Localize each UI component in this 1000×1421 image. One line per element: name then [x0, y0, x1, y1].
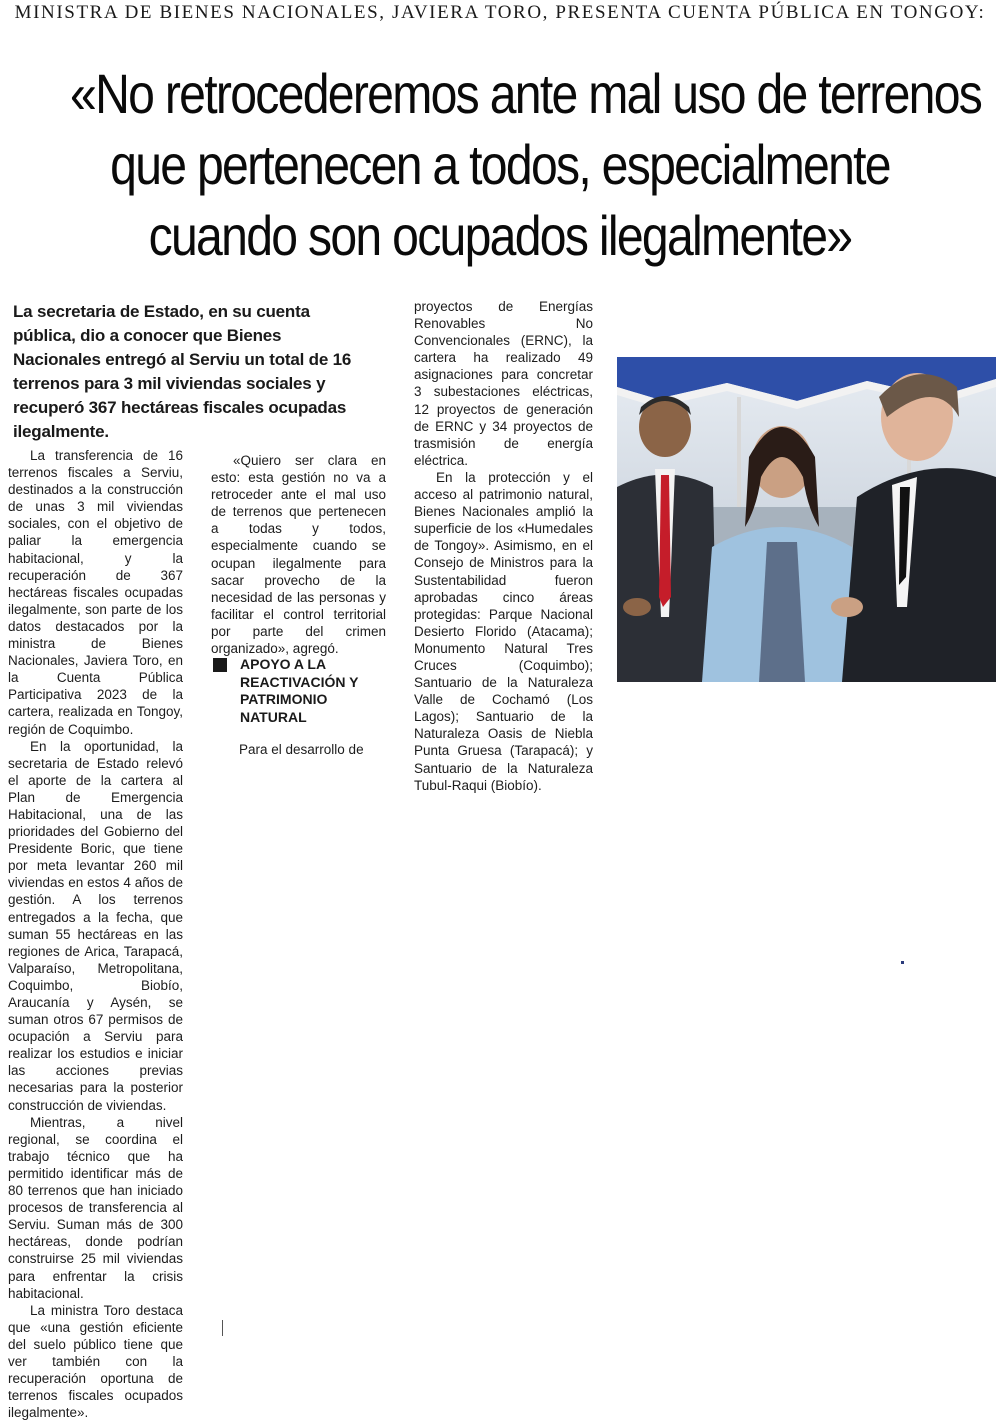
body-column-2-continued [213, 741, 388, 758]
photo-illustration [617, 357, 996, 682]
article-photo [617, 357, 996, 682]
headline-line-1: «No retrocederemos ante mal uso de terrenos [70, 62, 982, 125]
body-column-3 [414, 298, 593, 794]
body-column-2 [211, 452, 386, 657]
kicker: MINISTRA DE BIENES NACIONALES, JAVIERA TORO, PRESENTA CUENTA PÚBLICA EN TONGOY: [14, 2, 986, 23]
body-paragraph: Mientras, a nivel regional, se coordina el trabajo técnico que ha permitido identificar más de 80 terrenos que han iniciado procesos de transferencia al Serviu. Suman más de 300 hectáreas, donde podrían construirse 25 mil viviendas para enfrentar la crisis habitacional. [8, 1114, 183, 1301]
headline [70, 58, 982, 271]
section-subhead [213, 656, 388, 726]
body-paragraph: La ministra Toro destaca que «una gestión eficiente del suelo público tiene que ver también con la recuperación oportuna de terrenos fiscales ocupados ilegalmente». [8, 1302, 183, 1421]
column-rule [222, 1320, 223, 1336]
headline-line-3: cuando son ocupados ilegalmente» [148, 204, 852, 267]
subhead-text: APOYO A LA REACTIVACIÓN Y PATRIMONIO NATURAL [240, 656, 359, 725]
body-paragraph: En la oportunidad, la secretaria de Estado relevó el aporte de la cartera al Plan de Emergencia Habitacional, una de las prioridades del Gobierno del Presidente Boric, que tiene por meta levantar 260 mil viviendas en estos 4 años de gestión. A los terrenos entregados a la fecha, que suman 55 hectáreas en las regiones de Arica, Tarapacá, Valparaíso, Metropolitana, Coquimbo, Biobío, Araucanía y Aysén, se suman otros 67 permisos de ocupación a Serviu para realizar los estudios e iniciar las acciones previas necesarias para la posterior construcción de viviendas. [8, 738, 183, 1113]
subhead-square-icon [213, 658, 227, 672]
body-paragraph: proyectos de Energías Renovables No Convencionales (ERNC), la cartera ha realizado 49 asignaciones para concretar 3 subestaciones eléctricas, 12 proyectos de generación de ERNC y 34 proyectos de trasmisión de energía eléctrica. [414, 299, 593, 468]
print-speck [901, 961, 904, 964]
body-paragraph: La transferencia de 16 terrenos fiscales a Serviu, destinados a la construcción de unas 3 mil viviendas sociales, con el objetivo de paliar la emergencia habitacional, y la recuperación de 367 hectáreas fiscales ocupadas ilegalmente, son parte de los datos destacados por la ministra de Bienes Nacionales, Javiera Toro, en la Cuenta Pública Participativa 2023 de la cartera, realizada en Tongoy, región de Coquimbo. [8, 448, 183, 737]
body-column-1 [8, 447, 183, 1421]
body-paragraph: «Quiero ser clara en esto: esta gestión no va a retroceder ante el mal uso de terrenos que pertenecen a todas y todos, especialmente cuando se ocupan ilegalmente para sacar provecho de la necesidad de las personas y facilitar el control territorial por parte del crimen organizado», agregó. [211, 453, 386, 657]
headline-line-2: que pertenecen a todos, especialmente [110, 133, 890, 196]
body-paragraph: En la protección y el acceso al patrimonio natural, Bienes Nacionales amplió la superficie de los «Humedales de Tongoy». Asimismo, en el Consejo de Ministros para la Sustentabilidad fueron aprobadas cinco áreas protegidas: Parque Nacional Desierto Florido (Atacama); Monumento Natural Tres Cruces (Coquimbo); Santuario de la Naturaleza Valle de Cochamó (Los Lagos); Santuario de la Naturaleza Oasis de Niebla Punta Gruesa (Tarapacá); y Santuario de la Naturaleza Tubul-Raqui (Biobío). [414, 469, 593, 793]
body-paragraph: Para el desarrollo de [239, 742, 364, 757]
lead-paragraph: La secretaria de Estado, en su cuenta pública, dio a conocer que Bienes Nacionales entregó al Serviu un total de 16 terrenos para 3 mil viviendas sociales y recuperó 367 hectáreas fiscales ocupadas ilegalmente. [13, 302, 352, 441]
